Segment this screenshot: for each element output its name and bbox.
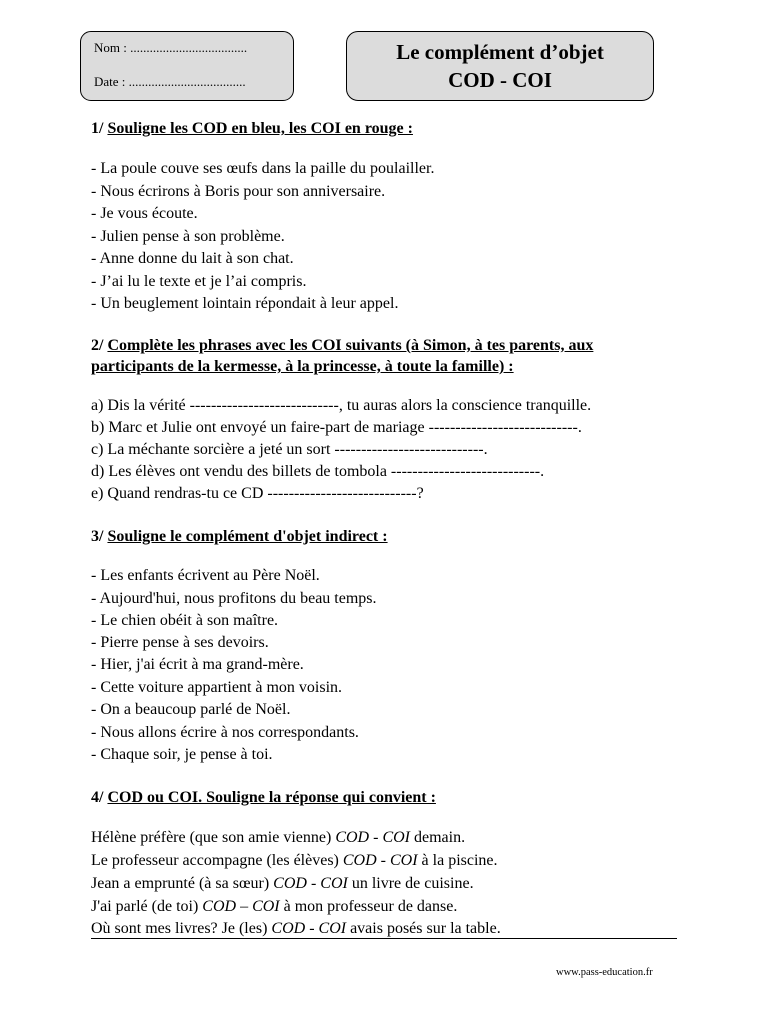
exercise-3-line: - Pierre pense à ses devoirs. — [91, 634, 269, 651]
exercise-3-line: - Cette voiture appartient à mon voisin. — [91, 679, 343, 696]
exercise-4-instruction: COD ou COI. Souligne la réponse qui convient : — [107, 789, 436, 806]
exercise-3-instruction: Souligne le complément d'objet indirect : — [107, 528, 388, 545]
exercise-2-instruction-cont: participants de la kermesse, à la princesse, à toute la famille) : — [91, 358, 514, 375]
sentence-start: Hélène préfère (que son amie vienne) — [91, 829, 336, 846]
exercise-2-heading-cont — [91, 358, 514, 376]
exercise-3-line: - Le chien obéit à son maître. — [91, 612, 279, 629]
exercise-2-line: b) Marc et Julie ont envoyé un faire-part de mariage ----------------------------. — [91, 419, 582, 436]
exercise-4-number: 4/ — [91, 789, 108, 806]
exercise-1-line: - Nous écrirons à Boris pour son anniversaire. — [91, 183, 386, 200]
exercise-3-line: - Aujourd'hui, nous profitons du beau temps. — [91, 590, 377, 607]
exercise-3-line: - Nous allons écrire à nos correspondants. — [91, 724, 359, 741]
name-date-box — [80, 31, 294, 101]
exercise-3-line: - Chaque soir, je pense à toi. — [91, 746, 273, 763]
exercise-2-line: a) Dis la vérité ----------------------------, tu auras alors la conscience tranquille. — [91, 397, 592, 414]
exercise-4-heading — [91, 789, 436, 807]
sentence-end: demain. — [410, 829, 466, 846]
date-field: Date : .................................... — [94, 74, 246, 89]
cod-coi-choice: COD – COI — [202, 898, 280, 915]
exercise-3-line: - Hier, j'ai écrit à ma grand-mère. — [91, 656, 304, 673]
exercise-2-heading — [91, 337, 593, 355]
exercise-4-line — [91, 898, 457, 916]
sentence-end: un livre de cuisine. — [347, 875, 474, 892]
cod-coi-choice: COD - COI — [342, 852, 418, 869]
exercise-3-line: - On a beaucoup parlé de Noël. — [91, 701, 291, 718]
exercise-4-line — [91, 920, 501, 938]
exercise-1-line: - La poule couve ses œufs dans la paille du poulailler. — [91, 160, 435, 177]
exercise-3-line: - Les enfants écrivent au Père Noël. — [91, 567, 320, 584]
exercise-2-line: d) Les élèves ont vendu des billets de tombola ----------------------------. — [91, 463, 545, 480]
footer-website: www.pass-education.fr — [556, 967, 653, 978]
page-title: Le complément d’objet — [396, 40, 604, 64]
title-box — [346, 31, 654, 101]
sentence-start: Où sont mes livres? Je (les) — [91, 920, 272, 937]
exercise-2-line: e) Quand rendras-tu ce CD ----------------------------? — [91, 485, 424, 502]
cod-coi-choice: COD - COI — [271, 920, 347, 937]
cod-coi-choice: COD - COI — [273, 875, 348, 892]
exercise-4-line — [91, 875, 474, 893]
sentence-start: J'ai parlé (de toi) — [91, 898, 203, 915]
exercise-1-line: - Julien pense à son problème. — [91, 228, 285, 245]
exercise-1-line: - J’ai lu le texte et je l’ai compris. — [91, 273, 307, 290]
bottom-rule — [91, 938, 677, 939]
exercise-1-heading — [91, 120, 413, 138]
sentence-end: à mon professeur de danse. — [279, 898, 458, 915]
exercise-1-instruction: Souligne les COD en bleu, les COI en rouge : — [107, 120, 413, 137]
exercise-4-line — [91, 829, 465, 847]
exercise-1-line: - Anne donne du lait à son chat. — [91, 250, 294, 267]
exercise-2-number: 2/ — [91, 337, 108, 354]
page-subtitle: COD - COI — [448, 68, 552, 92]
exercise-2-line: c) La méchante sorcière a jeté un sort ----------------------------. — [91, 441, 488, 458]
exercise-1-number: 1/ — [91, 120, 108, 137]
exercise-1-line: - Je vous écoute. — [91, 205, 198, 222]
exercise-1-line: - Un beuglement lointain répondait à leur appel. — [91, 295, 399, 312]
sentence-start: Le professeur accompagne (les élèves) — [91, 852, 343, 869]
exercise-4-line — [91, 852, 498, 870]
sentence-start: Jean a emprunté (à sa sœur) — [91, 875, 274, 892]
sentence-end: à la piscine. — [417, 852, 498, 869]
exercise-3-number: 3/ — [91, 528, 108, 545]
exercise-2-instruction: Complète les phrases avec les COI suivants (à Simon, à tes parents, aux — [107, 337, 594, 354]
exercise-3-heading — [91, 528, 388, 546]
name-field: Nom : .................................... — [94, 40, 248, 55]
cod-coi-choice: COD - COI — [335, 829, 410, 846]
sentence-end: avais posés sur la table. — [346, 920, 501, 937]
